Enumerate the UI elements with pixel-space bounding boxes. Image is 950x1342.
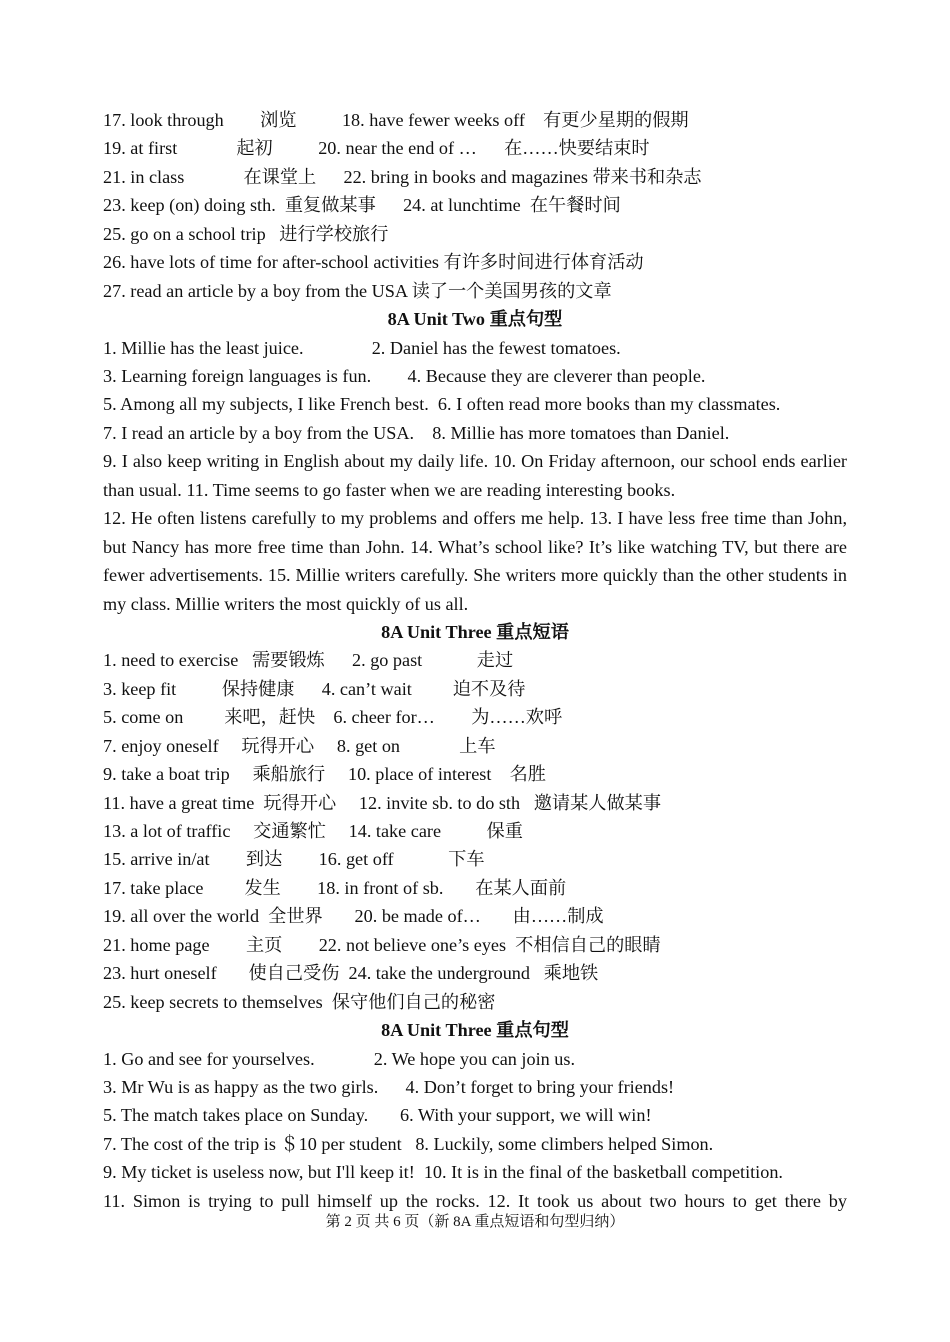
phrase-line: 1. need to exercise 需要锻炼 2. go past 走过	[103, 650, 514, 671]
phrase-line: 13. a lot of traffic 交通繁忙 14. take care 保重	[103, 821, 523, 842]
phrase-line: 15. arrive in/at 到达 16. get off 下车	[103, 849, 485, 870]
phrase-line: 5. come on 来吧，赶快 6. cheer for… 为……欢呼	[103, 707, 563, 728]
phrase-line: 26. have lots of time for after-school activities 有许多时间进行体育活动	[103, 252, 644, 273]
sentence-line: 5. The match takes place on Sunday. 6. With your support, we will win!	[103, 1105, 652, 1126]
sentence-line: 1. Millie has the least juice. 2. Daniel has the fewest tomatoes.	[103, 337, 621, 358]
sentence-line: 7. I read an article by a boy from the USA. 8. Millie has more tomatoes than Daniel.	[103, 422, 730, 443]
phrase-line: 3. keep fit 保持健康 4. can’t wait 迫不及待	[103, 678, 526, 699]
phrase-line: 17. look through 浏览 18. have fewer weeks off 有更少星期的假期	[103, 110, 689, 130]
page-footer: 第 2 页 共 6 页（新 8A 重点短语和句型归纳）	[325, 1214, 625, 1230]
sentence-line: 9. My ticket is useless now, but I'll keep it! 10. It is in the final of the basketball competition.	[103, 1162, 783, 1183]
document-body	[103, 106, 847, 1215]
phrase-line: 11. have a great time 玩得开心 12. invite sb. to do sth 邀请某人做某事	[103, 792, 662, 813]
phrase-line: 25. go on a school trip 进行学校旅行	[103, 223, 389, 244]
section-heading-unit3-sentences: 8A Unit Three 重点句型	[381, 1020, 569, 1041]
sentence-line: 1. Go and see for yourselves. 2. We hope you can join us.	[103, 1048, 575, 1069]
phrase-line: 17. take place 发生 18. in front of sb. 在某人面前	[103, 877, 567, 898]
phrase-line: 27. read an article by a boy from the USA 读了一个美国男孩的文章	[103, 280, 612, 301]
sentence-line: 7. The cost of the trip is ＄10 per student 8. Luckily, some climbers helped Simon.	[103, 1133, 714, 1154]
phrase-line: 25. keep secrets to themselves 保守他们自己的秘密	[103, 991, 496, 1012]
phrase-line: 21. home page 主页 22. not believe one’s eyes 不相信自己的眼睛	[103, 934, 661, 955]
sentence-line: 3. Mr Wu is as happy as the two girls. 4. Don’t forget to bring your friends!	[103, 1076, 675, 1097]
sentence-paragraph: 9. I also keep writing in English about my daily life. 10. On Friday afternoon, our school ends earlier than usual. 11. Time seems to go faster when we are reading interesting books.	[103, 451, 847, 500]
phrase-line: 9. take a boat trip 乘船旅行 10. place of interest 名胜	[103, 764, 546, 785]
sentence-line: 5. Among all my subjects, I like French best. 6. I often read more books than my classmates.	[103, 394, 781, 415]
phrase-line: 23. keep (on) doing sth. 重复做某事 24. at lunchtime 在午餐时间	[103, 195, 621, 216]
section-heading-unit2-sentences: 8A Unit Two 重点句型	[387, 309, 563, 330]
section-heading-unit3-phrases: 8A Unit Three 重点短语	[381, 621, 569, 642]
phrase-line: 7. enjoy oneself 玩得开心 8. get on 上车	[103, 735, 496, 756]
sentence-line: 3. Learning foreign languages is fun. 4. Because they are cleverer than people.	[103, 365, 706, 386]
phrase-line: 19. all over the world 全世界 20. be made of… 由……制成	[103, 906, 604, 927]
sentence-paragraph: 11. Simon is trying to pull himself up the rocks. 12. It took us about two hours to get there by	[103, 1190, 847, 1211]
phrase-line: 19. at first 起初 20. near the end of … 在……快要结束时	[103, 138, 650, 159]
sentence-paragraph: 12. He often listens carefully to my problems and offers me help. 13. I have less free time than John, but Nancy has more free time than John. 14. What’s school like? It’s like watching TV, but there are fewer advertisements. 15. Millie writers carefully. She writers more quickly than the other students in my class. Millie writers the most quickly of us all.	[103, 508, 847, 614]
phrase-line: 21. in class 在课堂上 22. bring in books and magazines 带来书和杂志	[103, 166, 702, 187]
phrase-line: 23. hurt oneself 使自己受伤 24. take the underground 乘地铁	[103, 963, 599, 984]
